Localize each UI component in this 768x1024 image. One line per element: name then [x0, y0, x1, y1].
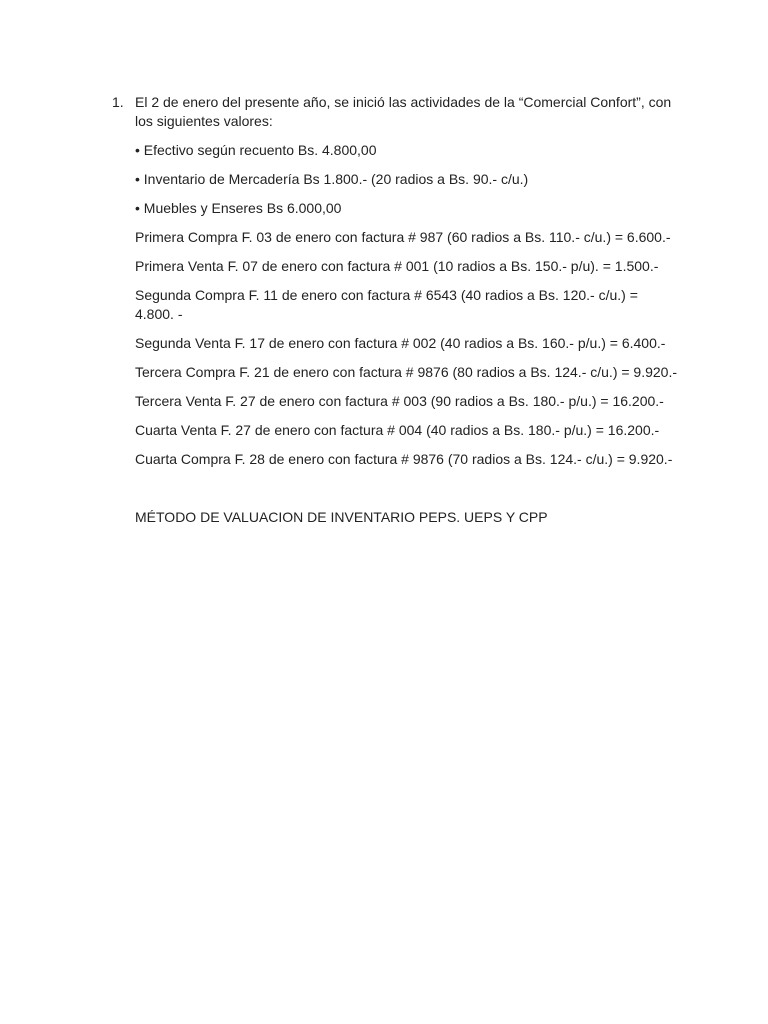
transaction-line: Tercera Compra F. 21 de enero con factura # 9876 (80 radios a Bs. 124.- c/u.) = 9.920.-	[135, 364, 678, 380]
method-heading: MÉTODO DE VALUACION DE INVENTARIO PEPS. UEPS Y CPP	[135, 509, 548, 525]
bullet-inventario: • Inventario de Mercadería Bs 1.800.- (20 radios a Bs. 90.- c/u.)	[135, 171, 529, 187]
transaction-line: Primera Compra F. 03 de enero con factura # 987 (60 radios a Bs. 110.- c/u.) = 6.600.-	[135, 229, 671, 245]
bullet-muebles: • Muebles y Enseres Bs 6.000,00	[135, 200, 342, 216]
transaction-line: Segunda Compra F. 11 de enero con factura # 6543 (40 radios a Bs. 120.- c/u.) = 4.800. -	[135, 287, 638, 322]
transaction-line: Segunda Venta F. 17 de enero con factura # 002 (40 radios a Bs. 160.- p/u.) = 6.400.-	[135, 335, 666, 351]
exercise-number: 1.	[112, 94, 124, 110]
transaction-line: Tercera Venta F. 27 de enero con factura # 003 (90 radios a Bs. 180.- p/u.) = 16.200.-	[135, 393, 664, 409]
exercise-intro: El 2 de enero del presente año, se inició las actividades de la “Comercial Confort”, con los siguientes valores:	[135, 94, 672, 129]
transaction-line: Cuarta Venta F. 27 de enero con factura # 004 (40 radios a Bs. 180.- p/u.) = 16.200.-	[135, 422, 660, 438]
transaction-line: Primera Venta F. 07 de enero con factura # 001 (10 radios a Bs. 150.- p/u). = 1.500.-	[135, 258, 659, 274]
transaction-line: Cuarta Compra F. 28 de enero con factura # 9876 (70 radios a Bs. 124.- c/u.) = 9.920.-	[135, 451, 673, 467]
bullet-efectivo: • Efectivo según recuento Bs. 4.800,00	[135, 142, 377, 158]
